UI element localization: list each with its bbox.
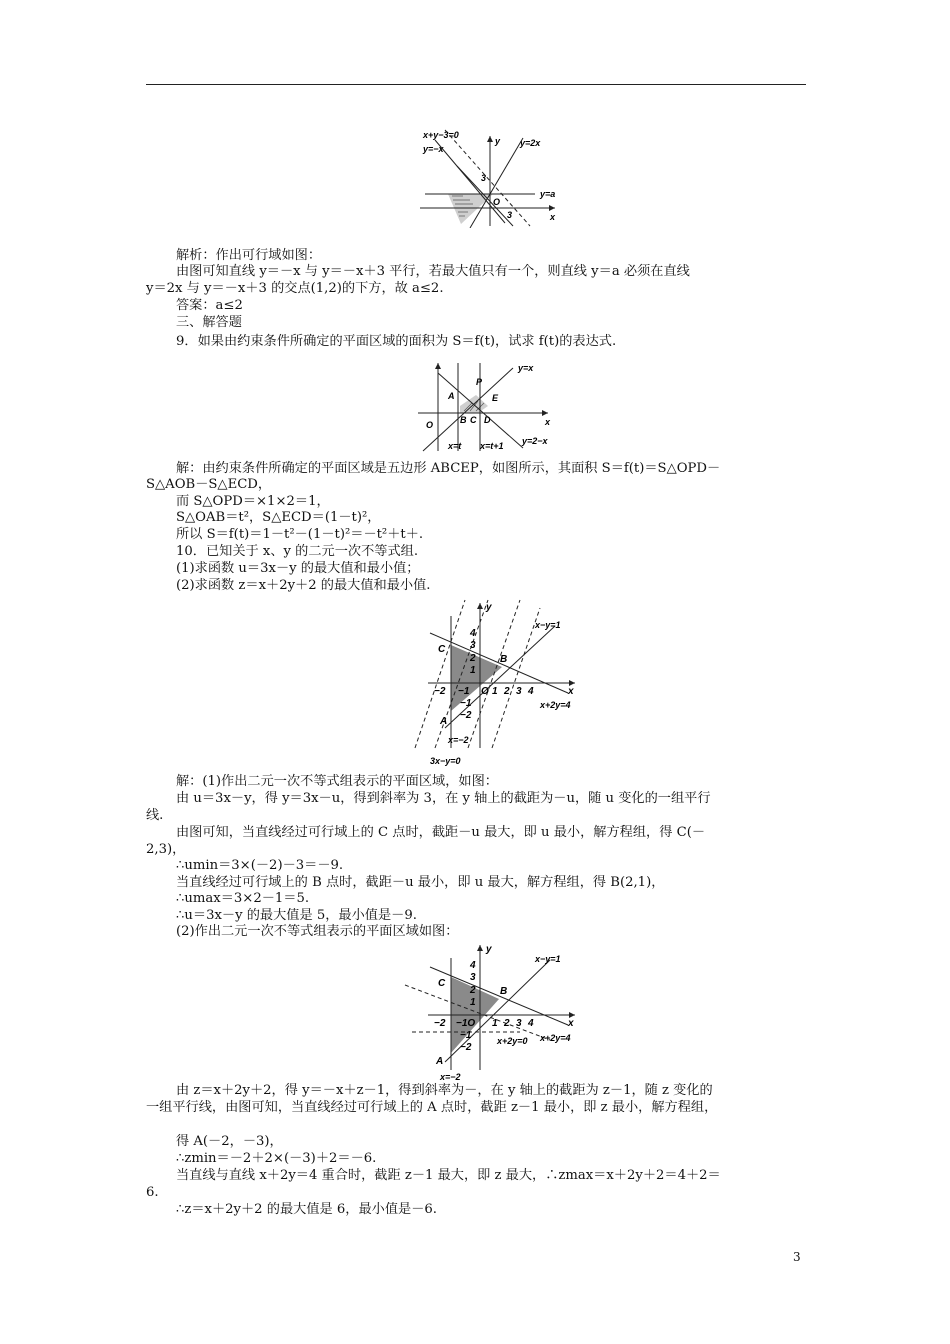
label-origin: O xyxy=(481,686,489,697)
text-line: ∴umax＝3×2－1＝5. xyxy=(176,891,310,906)
text-line: (2)作出二元一次不等式组表示的平面区域如图： xyxy=(176,924,459,939)
tick-4: 4 xyxy=(470,960,476,971)
label-3x-minus-y-0: 3x−y=0 xyxy=(430,756,461,766)
text-line: 三、解答题 xyxy=(176,315,242,330)
label-y-neg-x: y=−x xyxy=(423,144,444,154)
label-x-plus-2y-4: x+2y=4 xyxy=(540,1033,571,1043)
label-point-A: A xyxy=(448,391,455,401)
header-rule xyxy=(146,84,806,85)
text-line: 解：由约束条件所确定的平面区域是五边形 ABCEP，如图所示，其面积 S＝f(t)＝S△OPD－ xyxy=(176,461,721,476)
tick-1: 1 xyxy=(470,997,476,1008)
label-point-A: A xyxy=(440,716,448,727)
figure-feasible-region-10-1 xyxy=(400,598,590,768)
label-y-x: y=x xyxy=(518,363,534,373)
label-y-axis: y xyxy=(495,136,501,146)
label-y-a: y=a xyxy=(540,189,556,199)
label-origin: O xyxy=(493,197,501,207)
label-y-axis: y xyxy=(486,944,492,955)
label-x-minus-y-1: x−y=1 xyxy=(535,954,561,964)
text-line: 10．已知关于 x、y 的二元一次不等式组. xyxy=(176,544,419,559)
figure-pentagon-region xyxy=(418,363,568,453)
tick-2: 2 xyxy=(470,985,476,996)
label-point-C: C xyxy=(438,978,446,989)
tick-y-neg1: −1 xyxy=(460,1030,472,1041)
tick-neg2: −2 xyxy=(434,686,446,697)
tick-neg1-origin: −1O xyxy=(456,1018,476,1029)
label-x-t-plus-1: x=t+1 xyxy=(480,441,504,451)
text-line: y＝2x 与 y＝－x＋3 的交点(1,2)的下方，故 a≤2. xyxy=(146,281,444,296)
label-point-A: A xyxy=(436,1056,444,1067)
label-x-axis: x xyxy=(550,212,556,222)
label-point-C: C xyxy=(438,644,446,655)
tick-y-neg2: −2 xyxy=(460,1042,472,1053)
tick-3: 3 xyxy=(470,640,476,651)
text-line: 由 z＝x＋2y＋2，得 y＝－x＋z－1，得到斜率为－，在 y 轴上的截距为 z－1，随 z 变化的 xyxy=(176,1083,713,1098)
text-line: 解：(1)作出二元一次不等式组表示的平面区域，如图： xyxy=(176,774,498,789)
label-x-neg2: x=−2 xyxy=(440,1072,461,1080)
text-line: S△AOB－S△ECD， xyxy=(146,477,272,492)
label-point-D: D xyxy=(484,415,491,425)
text-line: 当直线与直线 x＋2y＝4 重合时，截距 z－1 最大，即 z 最大，∴zmax＝x＋2y＋2＝4＋2＝ xyxy=(176,1168,721,1183)
text-line: ∴z＝x＋2y＋2 的最大值是 6，最小值是－6. xyxy=(176,1202,437,1217)
text-line: 当直线经过可行域上的 B 点时，截距－u 最小，即 u 最大，解方程组，得 B(2,1)， xyxy=(176,875,665,890)
tick-x4: 4 xyxy=(528,1018,534,1029)
text-line: ∴u＝3x－y 的最大值是 5，最小值是－9. xyxy=(176,908,417,923)
tick-1: 1 xyxy=(470,665,476,676)
label-y-2x: y=2x xyxy=(520,138,541,148)
tick-x2: 2 xyxy=(504,1018,510,1029)
tick-x1: 1 xyxy=(492,686,498,697)
label-x-minus-y-1: x−y=1 xyxy=(535,620,561,630)
text-line: 由图可知直线 y＝－x 与 y＝－x＋3 平行，若最大值只有一个，则直线 y＝a 必须在直线 xyxy=(176,264,690,279)
label-x-axis: x xyxy=(568,1018,574,1029)
label-y-axis: y xyxy=(486,602,492,613)
label-point-B: B xyxy=(500,654,508,665)
text-line: 由 u＝3x－y，得 y＝3x－u，得到斜率为 3，在 y 轴上的截距为－u，随 u 变化的一组平行 xyxy=(176,791,711,806)
tick-y-neg2: −2 xyxy=(460,710,472,721)
tick-3: 3 xyxy=(470,972,476,983)
tick-neg1: −1 xyxy=(458,686,470,697)
label-x-neg2: x=−2 xyxy=(448,735,469,745)
text-line: ∴zmin＝－2＋2×(－3)＋2＝－6. xyxy=(176,1151,377,1166)
text-line: 答案：a≤2 xyxy=(176,298,243,313)
text-line: (1)求函数 u＝3x－y 的最大值和最小值； xyxy=(176,561,420,576)
label-x-plus-2y-0: x+2y=0 xyxy=(497,1036,528,1046)
text-line: 解析：作出可行域如图： xyxy=(176,248,322,263)
text-line: 线. xyxy=(146,808,164,823)
label-x-plus-y-minus-3: x+y−3=0 xyxy=(423,130,459,140)
tick-4: 4 xyxy=(470,628,476,639)
tick-y-neg1: −1 xyxy=(460,698,472,709)
text-line: 一组平行线，由图可知，当直线经过可行域上的 A 点时，截距 z－1 最小，即 z 最小，解方程组， xyxy=(146,1100,718,1115)
text-line: 9．如果由约束条件所确定的平面区域的面积为 S＝f(t)，试求 f(t)的表达式. xyxy=(176,334,617,349)
label-point-C: C xyxy=(470,415,477,425)
label-x-plus-2y-4: x+2y=4 xyxy=(540,700,571,710)
label-three-y: 3 xyxy=(481,173,487,183)
tick-x3: 3 xyxy=(516,1018,522,1029)
text-line: S△OAB＝t²，S△ECD＝(1－t)²， xyxy=(176,510,381,525)
label-origin: O xyxy=(426,420,434,430)
label-x-t: x=t xyxy=(448,441,462,451)
label-point-B: B xyxy=(500,986,508,997)
tick-2: 2 xyxy=(470,653,476,664)
tick-neg2: −2 xyxy=(434,1018,446,1029)
text-line: ∴umin＝3×(－2)－3＝－9. xyxy=(176,858,344,873)
label-three-x: 3 xyxy=(507,210,513,220)
label-point-P: P xyxy=(476,377,483,387)
text-line: 所以 S＝f(t)＝1－t²－(1－t)²＝－t²＋t＋. xyxy=(176,527,424,542)
label-point-B: B xyxy=(460,415,467,425)
page-number: 3 xyxy=(793,1250,801,1264)
tick-x1: 1 xyxy=(492,1018,498,1029)
label-point-E: E xyxy=(492,393,499,403)
tick-x3: 3 xyxy=(516,686,522,697)
label-y-2-minus-x: y=2−x xyxy=(522,436,548,446)
label-x-axis: x xyxy=(545,417,551,427)
text-line: 2,3)， xyxy=(146,842,186,857)
text-line: 而 S△OPD＝×1×2＝1， xyxy=(176,494,330,509)
tick-x2: 2 xyxy=(504,686,510,697)
text-line: 由图可知，当直线经过可行域上的 C 点时，截距－u 最大，即 u 最小，解方程组，得 C(－ xyxy=(176,825,706,840)
text-line: 6. xyxy=(146,1185,159,1200)
text-line: (2)求函数 z＝x＋2y＋2 的最大值和最小值. xyxy=(176,578,431,593)
tick-x4: 4 xyxy=(528,686,534,697)
figure-feasible-region-10-2 xyxy=(400,940,590,1080)
figure-feasible-region-1 xyxy=(415,128,565,228)
label-x-axis: x xyxy=(568,686,574,697)
text-line: 得 A(－2，－3)， xyxy=(176,1134,283,1149)
